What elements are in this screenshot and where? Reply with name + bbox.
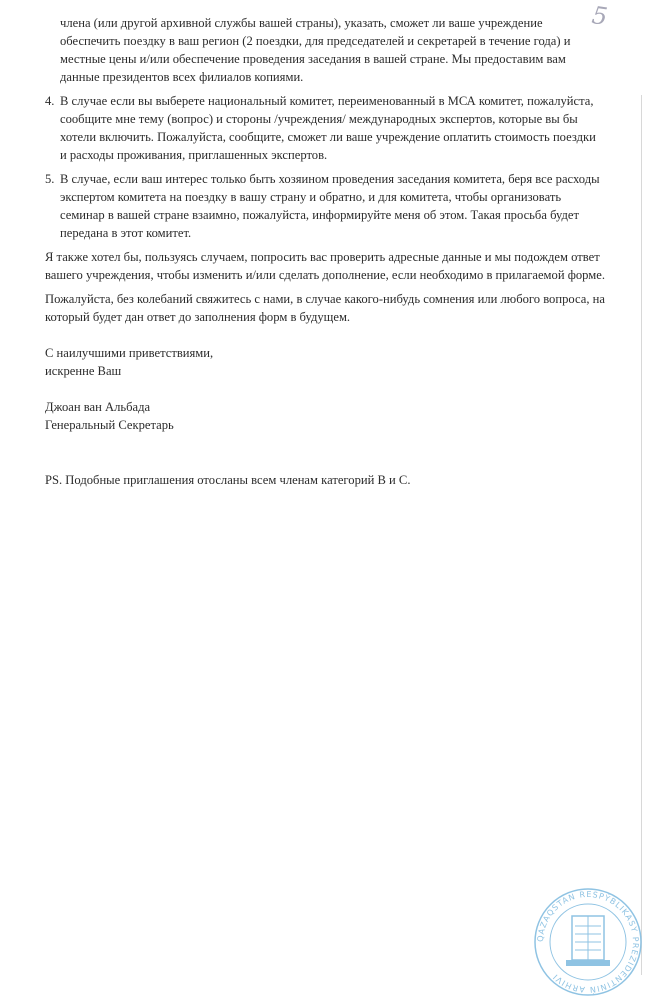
list-text: В случае, если ваш интерес только быть хозяином проведения заседания комитета, беря все расходы экспертом комитета на поездку в вашу страну и обратно, и для комитета, чтобы организовать семинар в вашей стране взаимно, пожалуйста, информируйте меня об этом. Такая просьба будет передана в этот комитет. (60, 172, 600, 240)
list-item (45, 92, 605, 164)
paragraph: Пожалуйста, без колебаний свяжитесь с нами, в случае какого-нибудь сомнения или любого вопроса, на который будет дан ответ до заполнения форм в будущем. (45, 292, 605, 324)
stamp-text: QAZAQSTAN RESPÝBLIKASY PREZIDENTINIŃ ARHIVI (535, 889, 641, 995)
list-number: 4. (45, 94, 55, 108)
signer-name: Джоан ван Альбада (45, 400, 151, 414)
handwritten-page-number: 5 (590, 1, 610, 31)
postscript: PS. Подобные приглашения отосланы всем членам категорий B и C. (45, 473, 411, 487)
paragraph: Я также хотел бы, пользуясь случаем, попросить вас проверить адресные данные и мы подождем ответ вашего учреждения, чтобы изменить и/или сделать дополнение, если необходимо в прилагаемой форме. (45, 250, 605, 282)
signer-title: Генеральный Секретарь (45, 418, 174, 432)
signature-block (45, 398, 605, 434)
page-edge (641, 95, 642, 975)
continuation-paragraph: члена (или другой архивной службы вашей страны), указать, сможет ли ваше учреждение обеспечить поездку в ваш регион (2 поездки, для председателей и секретарей в течение года) и местные цены и/или обеспечение проведения заседания в вашей стране. Мы предоставим вам данные президентов всех филиалов копиями. (60, 16, 571, 84)
list-text: В случае если вы выберете национальный комитет, переименованный в МСА комитет, пожалуйста, сообщите мне тему (вопрос) и стороны /учреждения/ международных экспертов, которые вы бы хотели включить. Пожалуйста, сообщите, сможет ли ваше учреждение оплатить стоимость поездки и расходы проживания, приглашенных экспертов. (60, 94, 596, 162)
closing (45, 344, 605, 380)
list-item (45, 170, 605, 242)
letter-body (45, 4, 605, 489)
archive-stamp-icon (532, 886, 644, 998)
closing-line: С наилучшими приветствиями, (45, 346, 214, 360)
list-number: 5. (45, 172, 55, 186)
closing-line: искренне Ваш (45, 364, 122, 378)
